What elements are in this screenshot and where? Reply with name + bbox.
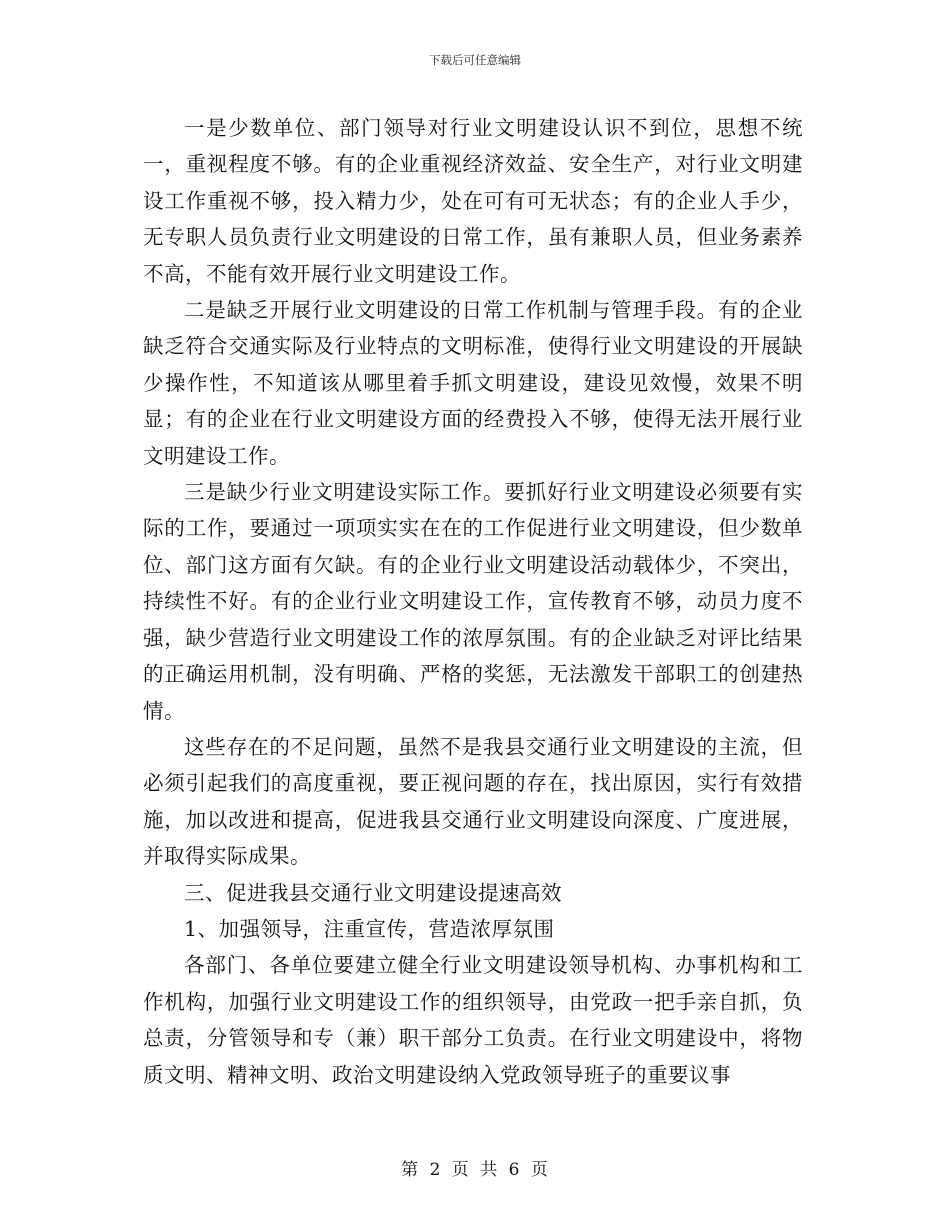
subsection-heading: 1、加强领导，注重宣传，营造浓厚氛围 xyxy=(184,916,555,941)
section-heading: 三、促进我县交通行业文明建设提速高效 xyxy=(184,880,562,905)
paragraph-5: 各部门、各单位要建立健全行业文明建设领导机构、办事机构和工作机构，加强行业文明建设工作的组织领导，由党政一把手亲自抓，负总责，分管领导和专（兼）职干部分工负责。在行业文明建设中，将物质文明、精神文明、政治文明建设纳入党政领导班子的重要议事 xyxy=(143,953,803,1087)
paragraph-3: 三是缺少行业文明建设实际工作。要抓好行业文明建设必须要有实际的工作，要通过一项项实实在在的工作促进行业文明建设，但少数单位、部门这方面有欠缺。有的企业行业文明建设活动载体少，不突出，持续性不好。有的企业行业文明建设工作，宣传教育不够，动员力度不强，缺少营造行业文明建设工作的浓厚氛围。有的企业缺乏对评比结果的正确运用机制，没有明确、严格的奖惩，无法激发干部职工的创建热情。 xyxy=(143,480,803,723)
page-number-footer: 第 2 页 共 6 页 xyxy=(401,1160,549,1180)
document-body xyxy=(143,110,803,1093)
paragraph-1: 一是少数单位、部门领导对行业文明建设认识不到位，思想不统一，重视程度不够。有的企业重视经济效益、安全生产，对行业文明建设工作重视不够，投入精力少，处在可有可无状态；有的企业人手少，无专职人员负责行业文明建设的日常工作，虽有兼职人员，但业务素养不高，不能有效开展行业文明建设工作。 xyxy=(143,116,803,286)
paragraph-4: 这些存在的不足问题，虽然不是我县交通行业文明建设的主流，但必须引起我们的高度重视，要正视问题的存在，找出原因，实行有效措施，加以改进和提高，促进我县交通行业文明建设向深度、广度进展，并取得实际成果。 xyxy=(143,734,803,869)
paragraph-2: 二是缺乏开展行业文明建设的日常工作机制与管理手段。有的企业缺乏符合交通实际及行业特点的文明标准，使得行业文明建设的开展缺少操作性，不知道该从哪里着手抓文明建设，建设见效慢，效果不明显；有的企业在行业文明建设方面的经费投入不够，使得无法开展行业文明建设工作。 xyxy=(143,298,803,468)
page-header: 下载后可任意编辑 xyxy=(429,53,521,67)
